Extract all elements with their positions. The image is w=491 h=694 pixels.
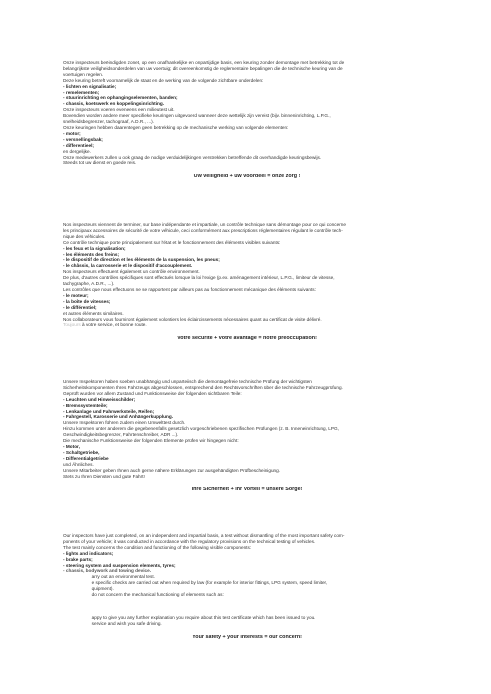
- en-item: - brake parts;: [63, 556, 93, 562]
- en-mid-1: arry out an environmental test.: [63, 574, 155, 580]
- nl-item: - chassis, koetswerk en koppelingsinrichting.: [63, 101, 165, 107]
- de-outro-1: und Ähnliches.: [63, 461, 94, 467]
- nl-intro-3: voertuigen regelen.: [63, 71, 104, 77]
- en-outro-1: appy to give you any further explanation you require about this test certificate which has been issued to you.: [63, 614, 316, 620]
- section-dutch: [63, 60, 431, 180]
- nl-intro-1: Onze inspecteurs beëindigden zonet, op een onafhankelijke en onpartijdige basis, een keuring zonder demontage met betrekking tot de: [63, 60, 345, 65]
- fr-item: - le moteur;: [63, 292, 89, 298]
- de-mid-3: Geschwindigkeitsbegrenzer, Fahrtenschreiber, ADR ...).: [63, 432, 179, 438]
- de-item: - Schaltgetriebe,: [63, 449, 100, 455]
- fr-intro-1: Nos inspecteurs viennent de terminer, sur base indépendante et impartiale, un contrôle technique sans démontage pour ce qui concerne: [63, 222, 346, 227]
- en-item: - chassis, bodywork and towing device.: [63, 568, 152, 574]
- de-outro-2: Unsere Mitarbeiter geben Ihnen auch gerne nähere Erklärungen zur ausgehändigten Prüfbescheinigung.: [63, 467, 281, 473]
- nl-outro-3: Steeds tot uw dienst en goede reis.: [63, 160, 137, 166]
- de-item: - Leuchten und Hinweisschilder;: [63, 396, 136, 402]
- de-mid-4: Die mechanische Funktionsweise der folgenden Elemente prüfen wir hingegen nicht:: [63, 438, 239, 444]
- en-gap: [63, 598, 431, 615]
- nl-item: - differentieel;: [63, 142, 94, 148]
- fr-item: - le différentiel;: [63, 304, 97, 310]
- nl-outro-2: Onze medewerkers zullen u ook graag de nodige verduidelijkingen verstrekken betreffende dit overhandigde keuringsbewijs.: [63, 154, 322, 160]
- en-intro-1: Our inspectors have just completed, on an independent and impartial basis, a test without dismantling of the most important safety com-: [63, 533, 345, 538]
- nl-mid-1: Onze inspecteurs voeren eveneens een milieutest uit.: [63, 107, 175, 113]
- fr-intro-2: les principaux accessoires de sécurité de votre véhicule, ceci conformément aux prescriptions réglementaires régulant le contrôle tech-: [63, 227, 343, 233]
- en-slogan: Your safety + your interests = our concern!: [192, 634, 302, 640]
- de-mid-1: Unsere Inspektoren führen zudem einen Umwelttest durch.: [63, 420, 186, 426]
- nl-item: - versnellingsbak;: [63, 136, 103, 142]
- fr-mid-2: De plus, d'autres contrôles spécifiques sont effectués lorsque la loi l'exige (p.ex. aménagement intérieur, L.P.G., limiteur de vitesse,: [63, 275, 335, 281]
- fr-outro-2: Nos collaborateurs vous fourniront également volontiers les éclaircissements nécessaires quant au certificat de visite délivré.: [63, 316, 322, 322]
- de-slogan: Ihre Sicherheit + Ihr Vorteil = unsere Sorge!: [191, 487, 303, 493]
- de-item: - Lenkanlage und Fahrwerksteile, Reifen;: [63, 408, 155, 414]
- fr-item: - la boîte de vitesses;: [63, 298, 111, 304]
- nl-mid-4: Onze keuringen hebben daarentegen geen betrekking op de mechanische werking van volgende elementen:: [63, 124, 289, 130]
- fr-outro-1: et autres éléments similaires.: [63, 310, 124, 316]
- section-german: [63, 379, 431, 493]
- de-item: - Fahrgestell, Karosserie und Anhängerkupplung.: [63, 414, 173, 420]
- fr-mid-3: tachygraphe, A.D.R., ...).: [63, 281, 115, 287]
- nl-intro-2: belangrijkste veiligheidsonderdelen van uw voertuig; dit overeenkomstig de reglementaire bepalingen die de technische keuring van de: [63, 65, 343, 71]
- en-intro-3: The test mainly concerns the condition and functioning of the following visible components:: [63, 544, 252, 550]
- en-item: - lights and indicators;: [63, 550, 114, 556]
- fr-slogan: Votre sécurité + votre avantage = notre préoccupation!: [177, 336, 317, 342]
- de-intro-3: Geprüft wurden vor allem Zustand und Funktionsweise der folgenden sichtbaren Teile:: [63, 390, 242, 396]
- de-mid-2: Hinzu kommen unter anderem die gegebenenfalls gesetzlich vorgeschriebenen spezifischen Prüfungen (z. B. Inneneinrichtung, LPG,: [63, 426, 339, 432]
- nl-item: - remelementen;: [63, 89, 100, 95]
- fr-outro-3: [63, 322, 431, 328]
- nl-item: - motor;: [63, 130, 81, 136]
- en-mid-2: e specific checks are carried out when required by law (for example for interior fittings, LPG system, speed limiter,: [63, 580, 328, 586]
- en-mid-3: quipment).: [63, 586, 114, 592]
- fr-item: - les feux et la signalisation;: [63, 245, 126, 251]
- fr-intro-3: nique des véhicules.: [63, 233, 106, 239]
- fr-item: - le châssis, la carrosserie et le dispositif d'accouplement.: [63, 263, 193, 269]
- fr-intro-4: Ce contrôle technique porte principalement sur l'état et le fonctionnement des éléments visibles suivants:: [63, 239, 281, 245]
- fr-mid-1: Nos inspecteurs effectuent également un contrôle environnement.: [63, 269, 200, 275]
- nl-slogan: Uw veiligheid + uw voordeel = onze zorg !: [193, 174, 301, 180]
- de-outro-3: Stets zu Ihren Diensten und gute Fahrt!: [63, 473, 145, 479]
- de-item: - Motor,: [63, 443, 80, 449]
- en-item: - steering system and suspension elements, tyres;: [63, 562, 176, 568]
- en-mid-4: do not concern the mechanical functioning of elements such as:: [63, 592, 224, 598]
- de-item: - Bremssystemteile;: [63, 402, 108, 408]
- nl-mid-2: Bovendien worden andere meer specifieke keuringen uitgevoerd wanneer deze wettelijk zijn vereist (bijv. binneninrichting, L.P.G.,: [63, 113, 331, 119]
- fr-item: - le dispositif de direction et les éléments de la suspension, les pneus;: [63, 257, 220, 263]
- fr-mid-4: Les contrôles que nous effectuons ne se rapportent par ailleurs pas au fonctionnement mécanique des éléments suivants:: [63, 286, 316, 292]
- nl-mid-3: snelheidsbegrenzer, tachograaf, A.D.R., ...).: [63, 119, 154, 125]
- nl-outro-1: en dergelijke.: [63, 148, 91, 154]
- en-outro-2: service and wish you safe driving.: [63, 620, 162, 626]
- nl-intro-4: Deze keuring betreft voornamelijk de staat en de werking van de volgende zichtbare onderdelen:: [63, 77, 264, 83]
- section-french: [63, 222, 431, 342]
- en-intro-2: ponents of your vehicle; it was conducted in accordance with the regulatory provisions on the technical testing of vehicles.: [63, 538, 316, 544]
- section-english: [63, 533, 431, 641]
- fr-faded-word: Toujours: [63, 322, 81, 328]
- nl-item: - stuurinrichting en ophangingselementen, banden;: [63, 95, 178, 101]
- fr-item: - les éléments des freins;: [63, 251, 120, 257]
- nl-item: - lichten en signalisatie;: [63, 83, 117, 89]
- fr-outro-3-text: à votre service, et bonne route.: [82, 322, 147, 328]
- de-item: - Differentialgetriebe: [63, 455, 109, 461]
- de-intro-1: Unsere Inspektoren haben soeben unabhängig und unparteiisch die demontagefreie technische Prüfung der wichtigsten: [63, 379, 312, 384]
- de-intro-2: Sicherheitskomponenten Ihres Fahrzeugs abgeschlossen, entsprechend den Rechtsvorschriften über die technische Fahrzeugprüfung.: [63, 384, 343, 390]
